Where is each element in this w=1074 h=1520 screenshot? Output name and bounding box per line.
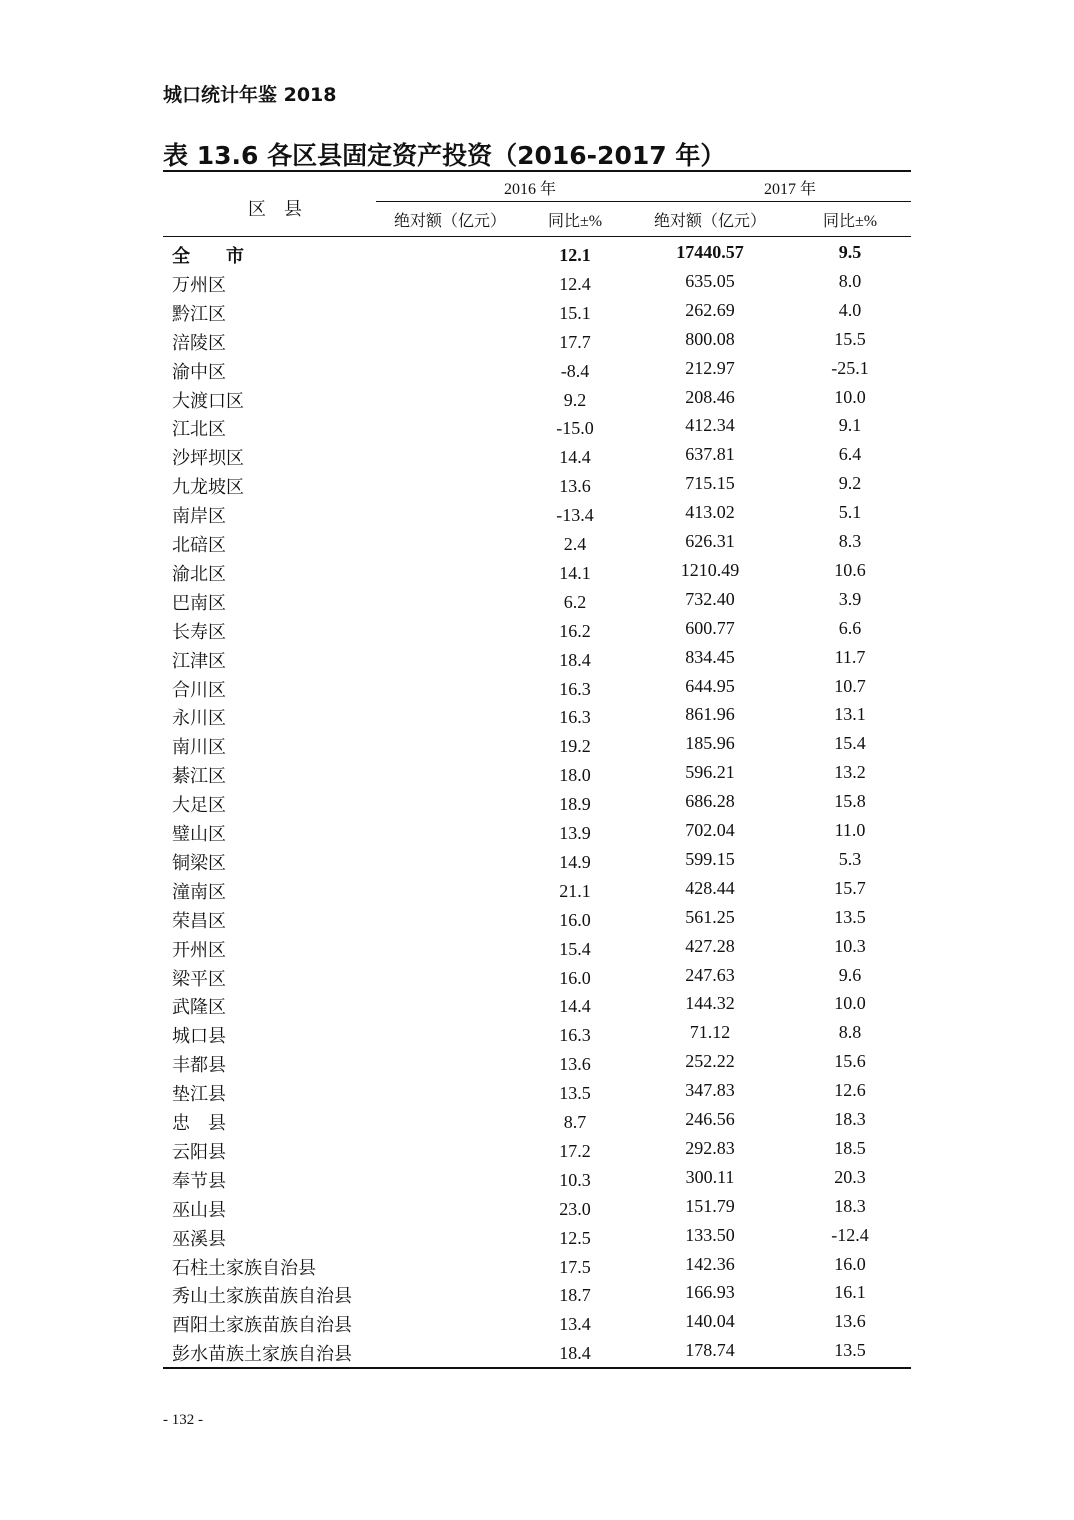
abs-2017-value: 599.15 (685, 848, 735, 869)
table-row (0, 1138, 1074, 1167)
table-row (0, 965, 1074, 994)
table-row (0, 820, 1074, 849)
yoy-2016-value: 15.4 (559, 938, 591, 959)
abs-2017-value: 412.34 (685, 415, 735, 436)
region-name: 巫溪县 (172, 1228, 226, 1249)
yoy-2017-value: 9.5 (838, 242, 862, 262)
yoy-2016-value: -8.4 (560, 360, 590, 381)
abs-2017-value: 413.02 (685, 502, 735, 523)
table-row (0, 387, 1074, 416)
yoy-2016-value: 13.6 (559, 1054, 591, 1075)
region-name: 涪陵区 (172, 332, 226, 353)
yoy-2016-value: 16.3 (559, 1025, 591, 1046)
yoy-2017-value: 8.3 (838, 531, 862, 551)
abs-2017-value: 834.45 (685, 646, 735, 667)
table-row (0, 1254, 1074, 1283)
col-header-2017: 2017 年 (763, 181, 816, 198)
table-top-rule (163, 170, 911, 172)
table-row (0, 618, 1074, 647)
yoy-2017-value: 13.1 (834, 704, 866, 725)
yoy-2016-value: 23.0 (559, 1198, 591, 1219)
yoy-2017-value: 16.1 (834, 1282, 866, 1303)
table-row (0, 415, 1074, 444)
table-row (0, 1167, 1074, 1196)
yoy-2016-value: -15.0 (556, 418, 594, 439)
abs-2017-value: 185.96 (685, 733, 735, 754)
abs-2017-value: 144.32 (685, 993, 735, 1014)
abs-2017-value: 428.44 (685, 877, 735, 898)
table-row (0, 993, 1074, 1022)
table-row (0, 444, 1074, 473)
table-row (0, 473, 1074, 502)
abs-2017-value: 252.22 (685, 1051, 735, 1072)
yoy-2016-value: 9.2 (563, 389, 587, 410)
abs-2017-value: 1210.49 (680, 559, 740, 580)
table-row (0, 300, 1074, 329)
yoy-2016-value: 13.9 (559, 823, 591, 843)
region-name: 北碚区 (172, 535, 226, 555)
yoy-2017-value: 10.0 (834, 386, 866, 407)
yoy-2016-value: 12.5 (559, 1227, 591, 1248)
yoy-2017-value: 10.7 (834, 675, 866, 696)
yoy-2016-value: 16.2 (559, 620, 591, 641)
yoy-2016-value: 14.1 (559, 562, 591, 583)
yoy-2017-value: 11.0 (834, 820, 866, 840)
yoy-2017-value: 10.6 (834, 559, 866, 580)
region-name: 沙坪坝区 (172, 448, 244, 469)
table-row (0, 589, 1074, 618)
region-name: 万州区 (172, 274, 226, 295)
abs-2017-value: 427.28 (685, 935, 735, 956)
yoy-2017-value: 18.3 (834, 1195, 866, 1216)
table-row (0, 1225, 1074, 1254)
yoy-2016-value: 17.2 (559, 1140, 591, 1161)
yoy-2017-value: -12.4 (831, 1224, 869, 1245)
region-name: 城口县 (172, 1026, 226, 1047)
region-name: 丰都县 (172, 1055, 226, 1076)
abs-2017-value: 800.08 (685, 328, 735, 349)
yoy-2016-value: 18.0 (559, 765, 591, 786)
region-name: 武隆区 (172, 997, 226, 1018)
yoy-2016-value: 12.4 (559, 273, 591, 294)
table-row (0, 502, 1074, 531)
abs-2017-value: 300.11 (685, 1166, 735, 1187)
yoy-2017-value: 6.4 (838, 444, 862, 465)
yoy-2017-value: 12.6 (834, 1080, 866, 1101)
region-name: 秀山土家族苗族自治县 (172, 1286, 352, 1307)
yoy-2016-value: 16.0 (559, 967, 591, 988)
yoy-2017-value: 13.5 (834, 1340, 866, 1361)
region-name: 石柱土家族自治县 (172, 1257, 316, 1278)
table-row (0, 647, 1074, 676)
yoy-2016-value: 18.7 (559, 1285, 591, 1306)
yoy-2017-value: 5.1 (838, 502, 862, 523)
yoy-2017-value: 3.9 (838, 588, 862, 609)
abs-2017-value: 151.79 (685, 1195, 735, 1216)
book-title: 城口统计年鉴 2018 (163, 84, 337, 106)
table-row (0, 791, 1074, 820)
abs-2017-value: 861.96 (685, 704, 735, 725)
table-row (0, 1311, 1074, 1340)
yoy-2017-value: 15.4 (834, 733, 866, 754)
abs-2017-value: 702.04 (685, 820, 735, 840)
region-name: 云阳县 (172, 1141, 226, 1162)
abs-2017-value: 637.81 (685, 444, 735, 465)
abs-2017-value: 140.04 (685, 1311, 735, 1332)
abs-2017-value: 262.69 (685, 299, 735, 320)
yoy-2016-value: 14.4 (559, 447, 591, 468)
yoy-2017-value: 13.2 (834, 762, 866, 783)
yoy-2017-value: 8.8 (838, 1022, 862, 1043)
header-bottom-rule (163, 236, 911, 237)
region-name: 奉节县 (172, 1170, 226, 1191)
yoy-2016-value: 16.3 (559, 707, 591, 728)
yoy-2016-value: 13.6 (559, 476, 591, 497)
yoy-2017-value: 18.5 (834, 1137, 866, 1158)
region-name: 璧山区 (172, 824, 226, 844)
region-name: 合川区 (172, 679, 226, 700)
yoy-2016-value: 19.2 (559, 736, 591, 757)
abs-2017-value: 17440.57 (676, 242, 744, 262)
table-row (0, 936, 1074, 965)
yoy-2016-value: 6.2 (563, 591, 587, 612)
yoy-2016-value: 13.4 (559, 1314, 591, 1335)
yoy-2016-value: 21.1 (559, 880, 591, 901)
yoy-2017-value: 6.6 (838, 617, 862, 638)
table-row (0, 1196, 1074, 1225)
region-name: 九龙坡区 (172, 477, 244, 498)
region-name: 全 市 (172, 246, 244, 266)
region-name: 永川区 (172, 708, 226, 729)
region-name: 南川区 (172, 737, 226, 758)
abs-2017-value: 178.74 (685, 1340, 735, 1361)
region-name: 忠 县 (172, 1113, 226, 1133)
abs-2017-value: 596.21 (685, 762, 735, 783)
col-header-abs-2016: 绝对额（亿元） (393, 213, 506, 230)
yoy-2016-value: 16.0 (559, 909, 591, 930)
yoy-2017-value: 13.5 (834, 906, 866, 927)
col-header-abs-2017: 绝对额（亿元） (653, 213, 766, 230)
abs-2017-value: 561.25 (685, 906, 735, 927)
region-name: 梁平区 (172, 968, 226, 989)
yoy-2017-value: 9.1 (838, 415, 862, 436)
yoy-2017-value: 15.7 (834, 877, 866, 898)
col-header-yoy-2016: 同比±% (547, 213, 603, 230)
abs-2017-value: 715.15 (685, 473, 735, 494)
yoy-2016-value: 13.5 (559, 1083, 591, 1104)
abs-2017-value: 246.56 (685, 1109, 735, 1129)
abs-2017-value: 292.83 (685, 1137, 735, 1158)
table-row (0, 271, 1074, 300)
yoy-2016-value: 12.1 (559, 245, 591, 265)
yoy-2016-value: 17.7 (559, 331, 591, 352)
yoy-2016-value: 14.4 (559, 996, 591, 1017)
yoy-2017-value: 10.3 (834, 935, 866, 956)
abs-2017-value: 347.83 (685, 1080, 735, 1101)
region-name: 江津区 (172, 650, 226, 671)
abs-2017-value: 133.50 (685, 1224, 735, 1245)
yoy-2017-value: 9.2 (838, 473, 862, 494)
yoy-2016-value: 17.5 (559, 1256, 591, 1277)
yoy-2016-value: 18.4 (559, 649, 591, 670)
region-name: 綦江区 (172, 766, 226, 787)
yoy-2017-value: 11.7 (834, 646, 866, 667)
col-header-2016: 2016 年 (503, 181, 556, 198)
abs-2017-value: 626.31 (685, 531, 735, 551)
region-name: 渝中区 (172, 361, 226, 382)
region-name: 彭水苗族土家族自治县 (172, 1344, 352, 1365)
abs-2017-value: 208.46 (685, 386, 735, 407)
region-name: 垫江县 (172, 1084, 226, 1105)
abs-2017-value: 71.12 (689, 1022, 731, 1043)
table-row (0, 358, 1074, 387)
abs-2017-value: 247.63 (685, 964, 735, 985)
region-name: 酉阳土家族苗族自治县 (172, 1315, 352, 1336)
yoy-2016-value: -13.4 (556, 505, 594, 526)
yoy-2016-value: 18.9 (559, 794, 591, 815)
yoy-2016-value: 10.3 (559, 1169, 591, 1190)
yoy-2016-value: 16.3 (559, 678, 591, 699)
table-bottom-rule (163, 1367, 911, 1369)
yoy-2017-value: 15.6 (834, 1051, 866, 1072)
region-name: 铜梁区 (172, 852, 226, 873)
table-row (0, 1080, 1074, 1109)
table-row (0, 1022, 1074, 1051)
abs-2017-value: 166.93 (685, 1282, 735, 1303)
abs-2017-value: 644.95 (685, 675, 735, 696)
table-row (0, 878, 1074, 907)
table-row (0, 704, 1074, 733)
region-name: 大足区 (172, 795, 226, 816)
yoy-2017-value: 9.6 (838, 964, 862, 985)
region-name: 巫山县 (172, 1199, 226, 1220)
region-name: 黔江区 (172, 303, 226, 324)
region-name: 荣昌区 (172, 910, 226, 931)
abs-2017-value: 732.40 (685, 588, 735, 609)
region-name: 潼南区 (172, 881, 226, 902)
yoy-2017-value: 15.5 (834, 328, 866, 349)
table-row (0, 329, 1074, 358)
abs-2017-value: 635.05 (685, 270, 735, 291)
table-row (0, 676, 1074, 705)
yoy-2016-value: 8.7 (563, 1112, 587, 1132)
abs-2017-value: 142.36 (685, 1253, 735, 1274)
yoy-2017-value: 4.0 (838, 299, 862, 320)
table-row (0, 1109, 1074, 1138)
region-name: 巴南区 (172, 592, 226, 613)
yoy-2017-value: 15.8 (834, 791, 866, 812)
yoy-2017-value: 16.0 (834, 1253, 866, 1274)
region-name: 长寿区 (172, 621, 226, 642)
yoy-2017-value: 8.0 (838, 270, 862, 291)
yoy-2016-value: 2.4 (563, 534, 587, 554)
header-mid-rule (376, 201, 911, 202)
region-name: 大渡口区 (172, 390, 244, 411)
abs-2017-value: 686.28 (685, 791, 735, 812)
table-title: 表 13.6 各区县固定资产投资（2016-2017 年） (163, 141, 726, 170)
region-name: 渝北区 (172, 563, 226, 584)
region-name: 开州区 (172, 939, 226, 960)
yoy-2017-value: 13.6 (834, 1311, 866, 1332)
col-header-yoy-2017: 同比±% (822, 213, 878, 230)
table-row (0, 1282, 1074, 1311)
yoy-2017-value: 5.3 (838, 848, 862, 869)
abs-2017-value: 600.77 (685, 617, 735, 638)
yoy-2017-value: 10.0 (834, 993, 866, 1014)
table-row (0, 1340, 1074, 1369)
table-row (0, 762, 1074, 791)
table-row (0, 560, 1074, 589)
yoy-2016-value: 15.1 (559, 302, 591, 323)
yoy-2017-value: 20.3 (834, 1166, 866, 1187)
table-row (0, 242, 1074, 271)
table-row (0, 849, 1074, 878)
abs-2017-value: 212.97 (685, 357, 735, 378)
table-row (0, 531, 1074, 560)
yoy-2017-value: -25.1 (831, 357, 869, 378)
table-row (0, 907, 1074, 936)
region-name: 南岸区 (172, 506, 226, 527)
region-name: 江北区 (172, 419, 226, 440)
table-row (0, 1051, 1074, 1080)
col-header-region: 区 县 (248, 199, 302, 219)
yoy-2016-value: 18.4 (559, 1343, 591, 1364)
table-row (0, 733, 1074, 762)
yoy-2017-value: 18.3 (834, 1109, 866, 1129)
page-number: - 132 - (163, 1412, 203, 1428)
yoy-2016-value: 14.9 (559, 851, 591, 872)
